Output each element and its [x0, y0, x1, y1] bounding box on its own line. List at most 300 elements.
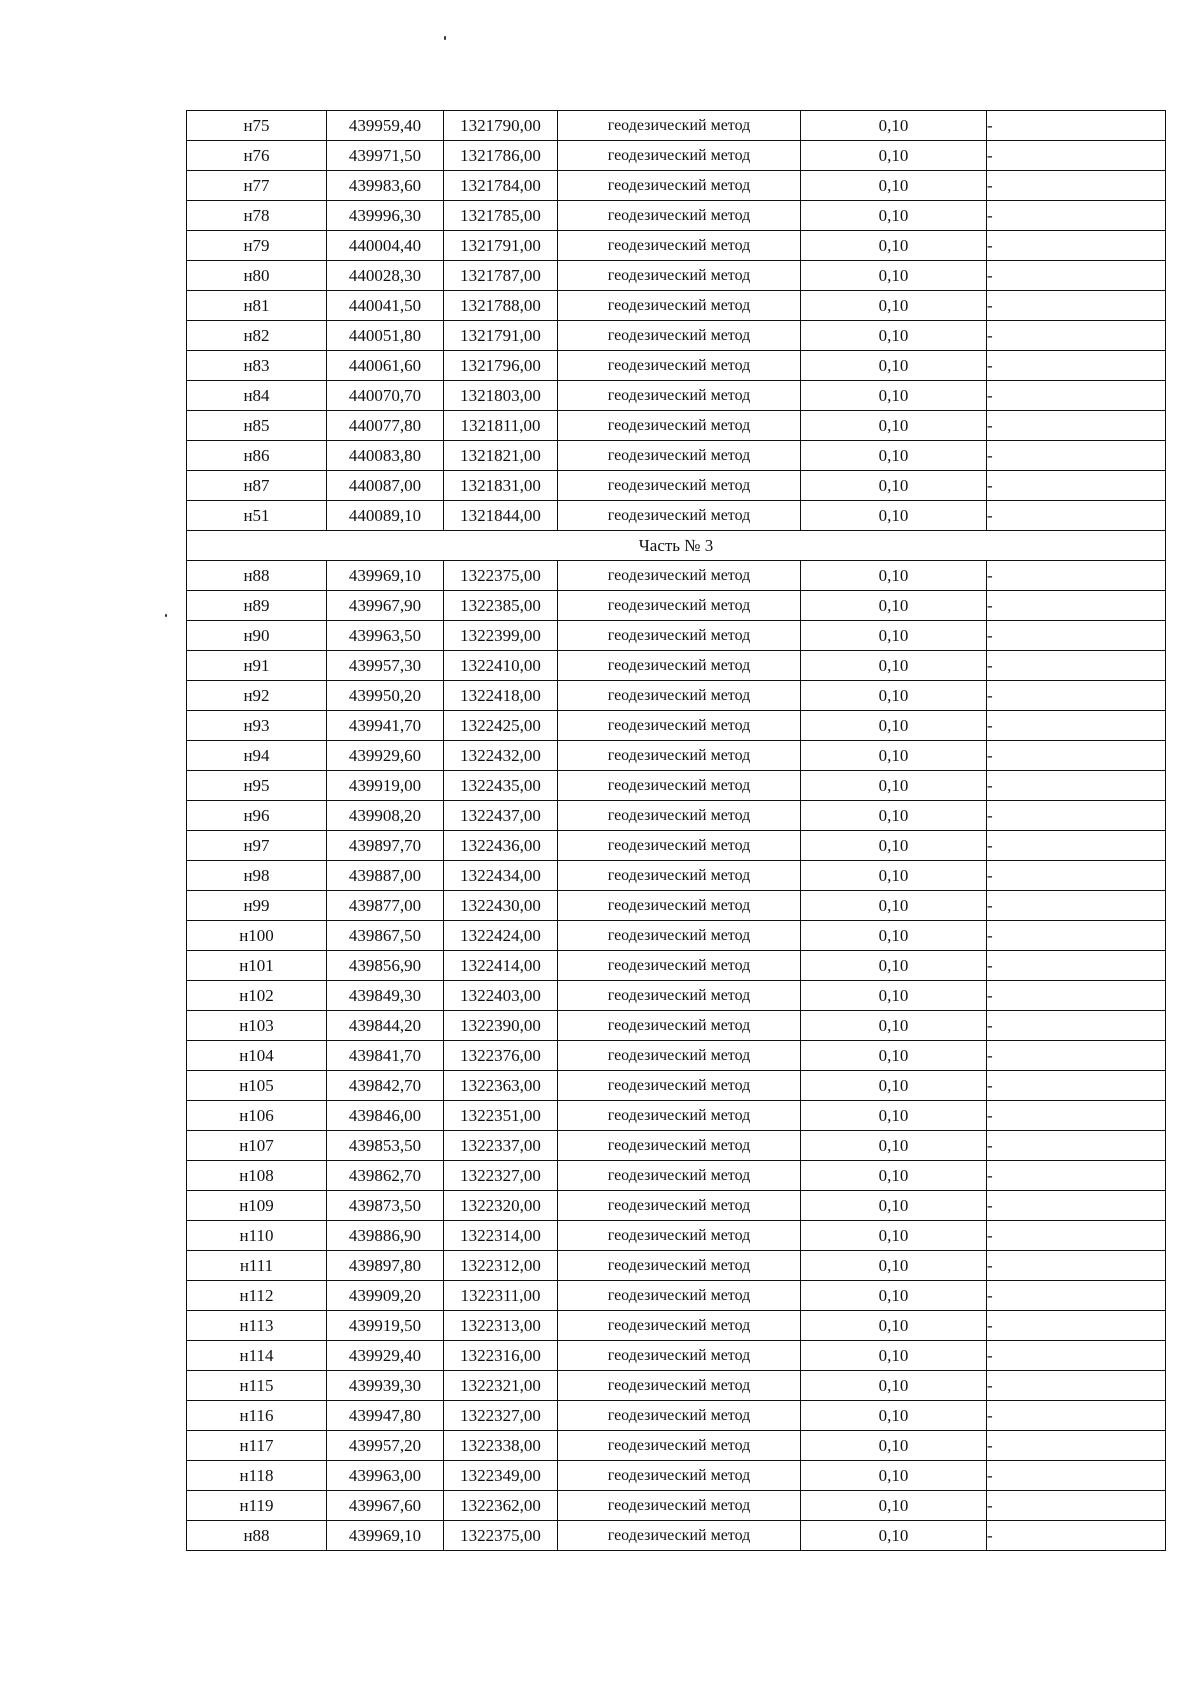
table-row [187, 741, 1166, 771]
note-cell: - [987, 1461, 1166, 1491]
note-cell: - [987, 1161, 1166, 1191]
accuracy-cell: 0,10 [801, 291, 987, 321]
accuracy-cell: 0,10 [801, 561, 987, 591]
y-coordinate-cell: 1321803,00 [444, 381, 558, 411]
note-cell: - [987, 321, 1166, 351]
table-row [187, 1311, 1166, 1341]
section-header-row [187, 531, 1166, 561]
coordinates-table-body [187, 111, 1166, 1551]
accuracy-cell: 0,10 [801, 411, 987, 441]
y-coordinate-cell: 1321844,00 [444, 501, 558, 531]
accuracy-cell: 0,10 [801, 831, 987, 861]
point-number-cell: н93 [187, 711, 327, 741]
y-coordinate-cell: 1321788,00 [444, 291, 558, 321]
point-number-cell: н99 [187, 891, 327, 921]
method-cell: геодезический метод [558, 1461, 801, 1491]
x-coordinate-cell: 439842,70 [327, 1071, 444, 1101]
accuracy-cell: 0,10 [801, 261, 987, 291]
point-number-cell: н106 [187, 1101, 327, 1131]
accuracy-cell: 0,10 [801, 1341, 987, 1371]
coordinates-table [186, 110, 1166, 1551]
y-coordinate-cell: 1322430,00 [444, 891, 558, 921]
point-number-cell: н103 [187, 1011, 327, 1041]
method-cell: геодезический метод [558, 351, 801, 381]
table-row [187, 261, 1166, 291]
method-cell: геодезический метод [558, 771, 801, 801]
accuracy-cell: 0,10 [801, 951, 987, 981]
accuracy-cell: 0,10 [801, 471, 987, 501]
x-coordinate-cell: 440061,60 [327, 351, 444, 381]
method-cell: геодезический метод [558, 1041, 801, 1071]
accuracy-cell: 0,10 [801, 441, 987, 471]
y-coordinate-cell: 1322436,00 [444, 831, 558, 861]
point-number-cell: н109 [187, 1191, 327, 1221]
y-coordinate-cell: 1322437,00 [444, 801, 558, 831]
method-cell: геодезический метод [558, 741, 801, 771]
method-cell: геодезический метод [558, 1371, 801, 1401]
table-row [187, 1071, 1166, 1101]
table-row [187, 1131, 1166, 1161]
accuracy-cell: 0,10 [801, 801, 987, 831]
accuracy-cell: 0,10 [801, 231, 987, 261]
note-cell: - [987, 1251, 1166, 1281]
note-cell: - [987, 741, 1166, 771]
method-cell: геодезический метод [558, 1521, 801, 1551]
x-coordinate-cell: 439939,30 [327, 1371, 444, 1401]
table-row [187, 141, 1166, 171]
method-cell: геодезический метод [558, 291, 801, 321]
table-row [187, 1011, 1166, 1041]
y-coordinate-cell: 1321821,00 [444, 441, 558, 471]
accuracy-cell: 0,10 [801, 981, 987, 1011]
method-cell: геодезический метод [558, 441, 801, 471]
note-cell: - [987, 471, 1166, 501]
method-cell: геодезический метод [558, 1101, 801, 1131]
accuracy-cell: 0,10 [801, 351, 987, 381]
accuracy-cell: 0,10 [801, 1011, 987, 1041]
method-cell: геодезический метод [558, 891, 801, 921]
y-coordinate-cell: 1322338,00 [444, 1431, 558, 1461]
accuracy-cell: 0,10 [801, 1371, 987, 1401]
method-cell: геодезический метод [558, 1341, 801, 1371]
x-coordinate-cell: 439957,30 [327, 651, 444, 681]
point-number-cell: н104 [187, 1041, 327, 1071]
point-number-cell: н118 [187, 1461, 327, 1491]
x-coordinate-cell: 439897,70 [327, 831, 444, 861]
table-row [187, 171, 1166, 201]
table-row [187, 591, 1166, 621]
table-row [187, 1251, 1166, 1281]
note-cell: - [987, 681, 1166, 711]
table-row [187, 711, 1166, 741]
y-coordinate-cell: 1321796,00 [444, 351, 558, 381]
y-coordinate-cell: 1322314,00 [444, 1221, 558, 1251]
point-number-cell: н82 [187, 321, 327, 351]
y-coordinate-cell: 1322337,00 [444, 1131, 558, 1161]
point-number-cell: н89 [187, 591, 327, 621]
note-cell: - [987, 801, 1166, 831]
note-cell: - [987, 771, 1166, 801]
point-number-cell: н114 [187, 1341, 327, 1371]
scan-speck [165, 614, 167, 617]
y-coordinate-cell: 1322434,00 [444, 861, 558, 891]
y-coordinate-cell: 1322327,00 [444, 1161, 558, 1191]
point-number-cell: н108 [187, 1161, 327, 1191]
y-coordinate-cell: 1322375,00 [444, 1521, 558, 1551]
accuracy-cell: 0,10 [801, 1401, 987, 1431]
table-row [187, 831, 1166, 861]
method-cell: геодезический метод [558, 1491, 801, 1521]
note-cell: - [987, 651, 1166, 681]
note-cell: - [987, 261, 1166, 291]
method-cell: геодезический метод [558, 861, 801, 891]
note-cell: - [987, 1221, 1166, 1251]
note-cell: - [987, 1041, 1166, 1071]
x-coordinate-cell: 439957,20 [327, 1431, 444, 1461]
y-coordinate-cell: 1322349,00 [444, 1461, 558, 1491]
note-cell: - [987, 1341, 1166, 1371]
point-number-cell: н78 [187, 201, 327, 231]
note-cell: - [987, 921, 1166, 951]
note-cell: - [987, 411, 1166, 441]
point-number-cell: н116 [187, 1401, 327, 1431]
table-row [187, 561, 1166, 591]
y-coordinate-cell: 1322351,00 [444, 1101, 558, 1131]
x-coordinate-cell: 439877,00 [327, 891, 444, 921]
table-row [187, 921, 1166, 951]
note-cell: - [987, 981, 1166, 1011]
table-row [187, 1431, 1166, 1461]
x-coordinate-cell: 440087,00 [327, 471, 444, 501]
y-coordinate-cell: 1321786,00 [444, 141, 558, 171]
table-row [187, 681, 1166, 711]
accuracy-cell: 0,10 [801, 321, 987, 351]
accuracy-cell: 0,10 [801, 741, 987, 771]
accuracy-cell: 0,10 [801, 711, 987, 741]
x-coordinate-cell: 439941,70 [327, 711, 444, 741]
accuracy-cell: 0,10 [801, 1131, 987, 1161]
x-coordinate-cell: 439897,80 [327, 1251, 444, 1281]
point-number-cell: н80 [187, 261, 327, 291]
y-coordinate-cell: 1322313,00 [444, 1311, 558, 1341]
point-number-cell: н85 [187, 411, 327, 441]
note-cell: - [987, 441, 1166, 471]
method-cell: геодезический метод [558, 621, 801, 651]
x-coordinate-cell: 440051,80 [327, 321, 444, 351]
note-cell: - [987, 291, 1166, 321]
table-row [187, 1101, 1166, 1131]
accuracy-cell: 0,10 [801, 501, 987, 531]
table-row [187, 891, 1166, 921]
accuracy-cell: 0,10 [801, 771, 987, 801]
accuracy-cell: 0,10 [801, 1281, 987, 1311]
point-number-cell: н98 [187, 861, 327, 891]
y-coordinate-cell: 1322320,00 [444, 1191, 558, 1221]
x-coordinate-cell: 439950,20 [327, 681, 444, 711]
note-cell: - [987, 1491, 1166, 1521]
note-cell: - [987, 591, 1166, 621]
method-cell: геодезический метод [558, 171, 801, 201]
point-number-cell: н102 [187, 981, 327, 1011]
table-row [187, 621, 1166, 651]
y-coordinate-cell: 1322312,00 [444, 1251, 558, 1281]
note-cell: - [987, 1521, 1166, 1551]
y-coordinate-cell: 1322432,00 [444, 741, 558, 771]
y-coordinate-cell: 1322390,00 [444, 1011, 558, 1041]
table-row [187, 861, 1166, 891]
x-coordinate-cell: 440083,80 [327, 441, 444, 471]
point-number-cell: н100 [187, 921, 327, 951]
accuracy-cell: 0,10 [801, 1251, 987, 1281]
point-number-cell: н94 [187, 741, 327, 771]
point-number-cell: н117 [187, 1431, 327, 1461]
x-coordinate-cell: 439967,60 [327, 1491, 444, 1521]
y-coordinate-cell: 1321811,00 [444, 411, 558, 441]
method-cell: геодезический метод [558, 801, 801, 831]
accuracy-cell: 0,10 [801, 111, 987, 141]
scan-speck [444, 36, 446, 40]
point-number-cell: н77 [187, 171, 327, 201]
note-cell: - [987, 1101, 1166, 1131]
method-cell: геодезический метод [558, 1161, 801, 1191]
accuracy-cell: 0,10 [801, 591, 987, 621]
point-number-cell: н97 [187, 831, 327, 861]
method-cell: геодезический метод [558, 981, 801, 1011]
y-coordinate-cell: 1322414,00 [444, 951, 558, 981]
method-cell: геодезический метод [558, 1251, 801, 1281]
point-number-cell: н112 [187, 1281, 327, 1311]
x-coordinate-cell: 440041,50 [327, 291, 444, 321]
accuracy-cell: 0,10 [801, 921, 987, 951]
method-cell: геодезический метод [558, 681, 801, 711]
accuracy-cell: 0,10 [801, 621, 987, 651]
note-cell: - [987, 621, 1166, 651]
table-row [187, 501, 1166, 531]
method-cell: геодезический метод [558, 501, 801, 531]
x-coordinate-cell: 439971,50 [327, 141, 444, 171]
table-row [187, 1161, 1166, 1191]
point-number-cell: н113 [187, 1311, 327, 1341]
accuracy-cell: 0,10 [801, 1101, 987, 1131]
accuracy-cell: 0,10 [801, 651, 987, 681]
method-cell: геодезический метод [558, 411, 801, 441]
point-number-cell: н84 [187, 381, 327, 411]
accuracy-cell: 0,10 [801, 1311, 987, 1341]
x-coordinate-cell: 439844,20 [327, 1011, 444, 1041]
accuracy-cell: 0,10 [801, 1461, 987, 1491]
method-cell: геодезический метод [558, 561, 801, 591]
note-cell: - [987, 1281, 1166, 1311]
note-cell: - [987, 111, 1166, 141]
y-coordinate-cell: 1321791,00 [444, 321, 558, 351]
accuracy-cell: 0,10 [801, 141, 987, 171]
point-number-cell: н92 [187, 681, 327, 711]
method-cell: геодезический метод [558, 201, 801, 231]
accuracy-cell: 0,10 [801, 201, 987, 231]
y-coordinate-cell: 1322418,00 [444, 681, 558, 711]
y-coordinate-cell: 1322435,00 [444, 771, 558, 801]
x-coordinate-cell: 439849,30 [327, 981, 444, 1011]
x-coordinate-cell: 439867,50 [327, 921, 444, 951]
point-number-cell: н110 [187, 1221, 327, 1251]
point-number-cell: н95 [187, 771, 327, 801]
method-cell: геодезический метод [558, 471, 801, 501]
method-cell: геодезический метод [558, 1131, 801, 1161]
note-cell: - [987, 1191, 1166, 1221]
accuracy-cell: 0,10 [801, 1431, 987, 1461]
note-cell: - [987, 1431, 1166, 1461]
table-row [187, 1341, 1166, 1371]
accuracy-cell: 0,10 [801, 1071, 987, 1101]
x-coordinate-cell: 439887,00 [327, 861, 444, 891]
x-coordinate-cell: 439919,00 [327, 771, 444, 801]
point-number-cell: н91 [187, 651, 327, 681]
table-row [187, 411, 1166, 441]
x-coordinate-cell: 439996,30 [327, 201, 444, 231]
table-row [187, 201, 1166, 231]
table-row [187, 951, 1166, 981]
method-cell: геодезический метод [558, 1011, 801, 1041]
point-number-cell: н88 [187, 1521, 327, 1551]
table-row [187, 441, 1166, 471]
y-coordinate-cell: 1321785,00 [444, 201, 558, 231]
point-number-cell: н88 [187, 561, 327, 591]
method-cell: геодезический метод [558, 231, 801, 261]
note-cell: - [987, 1071, 1166, 1101]
table-row [187, 1521, 1166, 1551]
accuracy-cell: 0,10 [801, 1491, 987, 1521]
table-row [187, 1371, 1166, 1401]
accuracy-cell: 0,10 [801, 891, 987, 921]
y-coordinate-cell: 1322424,00 [444, 921, 558, 951]
note-cell: - [987, 1011, 1166, 1041]
method-cell: геодезический метод [558, 261, 801, 291]
x-coordinate-cell: 439969,10 [327, 561, 444, 591]
point-number-cell: н86 [187, 441, 327, 471]
x-coordinate-cell: 440004,40 [327, 231, 444, 261]
point-number-cell: н107 [187, 1131, 327, 1161]
point-number-cell: н101 [187, 951, 327, 981]
x-coordinate-cell: 439856,90 [327, 951, 444, 981]
y-coordinate-cell: 1322410,00 [444, 651, 558, 681]
method-cell: геодезический метод [558, 111, 801, 141]
note-cell: - [987, 141, 1166, 171]
y-coordinate-cell: 1322403,00 [444, 981, 558, 1011]
point-number-cell: н87 [187, 471, 327, 501]
point-number-cell: н105 [187, 1071, 327, 1101]
point-number-cell: н76 [187, 141, 327, 171]
point-number-cell: н81 [187, 291, 327, 321]
method-cell: геодезический метод [558, 1401, 801, 1431]
y-coordinate-cell: 1321831,00 [444, 471, 558, 501]
method-cell: геодезический метод [558, 711, 801, 741]
y-coordinate-cell: 1322385,00 [444, 591, 558, 621]
x-coordinate-cell: 439908,20 [327, 801, 444, 831]
y-coordinate-cell: 1322362,00 [444, 1491, 558, 1521]
y-coordinate-cell: 1321787,00 [444, 261, 558, 291]
x-coordinate-cell: 439846,00 [327, 1101, 444, 1131]
x-coordinate-cell: 439873,50 [327, 1191, 444, 1221]
method-cell: геодезический метод [558, 381, 801, 411]
y-coordinate-cell: 1322375,00 [444, 561, 558, 591]
table-row [187, 321, 1166, 351]
method-cell: геодезический метод [558, 1431, 801, 1461]
table-row [187, 1221, 1166, 1251]
y-coordinate-cell: 1322321,00 [444, 1371, 558, 1401]
note-cell: - [987, 951, 1166, 981]
table-row [187, 981, 1166, 1011]
point-number-cell: н96 [187, 801, 327, 831]
method-cell: геодезический метод [558, 1311, 801, 1341]
note-cell: - [987, 1311, 1166, 1341]
method-cell: геодезический метод [558, 921, 801, 951]
table-row [187, 1401, 1166, 1431]
x-coordinate-cell: 440070,70 [327, 381, 444, 411]
y-coordinate-cell: 1321784,00 [444, 171, 558, 201]
method-cell: геодезический метод [558, 951, 801, 981]
x-coordinate-cell: 439963,00 [327, 1461, 444, 1491]
y-coordinate-cell: 1321791,00 [444, 231, 558, 261]
x-coordinate-cell: 439886,90 [327, 1221, 444, 1251]
x-coordinate-cell: 439862,70 [327, 1161, 444, 1191]
accuracy-cell: 0,10 [801, 1191, 987, 1221]
accuracy-cell: 0,10 [801, 1521, 987, 1551]
method-cell: геодезический метод [558, 1191, 801, 1221]
x-coordinate-cell: 439853,50 [327, 1131, 444, 1161]
x-coordinate-cell: 439959,40 [327, 111, 444, 141]
x-coordinate-cell: 439963,50 [327, 621, 444, 651]
x-coordinate-cell: 439969,10 [327, 1521, 444, 1551]
accuracy-cell: 0,10 [801, 1221, 987, 1251]
x-coordinate-cell: 439841,70 [327, 1041, 444, 1071]
table-row [187, 801, 1166, 831]
y-coordinate-cell: 1322425,00 [444, 711, 558, 741]
table-row [187, 111, 1166, 141]
table-row [187, 651, 1166, 681]
note-cell: - [987, 381, 1166, 411]
x-coordinate-cell: 439947,80 [327, 1401, 444, 1431]
table-row [187, 1461, 1166, 1491]
note-cell: - [987, 231, 1166, 261]
table-row [187, 771, 1166, 801]
point-number-cell: н90 [187, 621, 327, 651]
accuracy-cell: 0,10 [801, 681, 987, 711]
note-cell: - [987, 171, 1166, 201]
section-title: Часть № 3 [187, 531, 1166, 561]
accuracy-cell: 0,10 [801, 1041, 987, 1071]
point-number-cell: н119 [187, 1491, 327, 1521]
method-cell: геодезический метод [558, 591, 801, 621]
table-row [187, 471, 1166, 501]
x-coordinate-cell: 440089,10 [327, 501, 444, 531]
table-row [187, 1491, 1166, 1521]
table-row [187, 231, 1166, 261]
x-coordinate-cell: 439967,90 [327, 591, 444, 621]
method-cell: геодезический метод [558, 1071, 801, 1101]
x-coordinate-cell: 439929,60 [327, 741, 444, 771]
x-coordinate-cell: 440077,80 [327, 411, 444, 441]
y-coordinate-cell: 1322363,00 [444, 1071, 558, 1101]
table-row [187, 1281, 1166, 1311]
method-cell: геодезический метод [558, 141, 801, 171]
note-cell: - [987, 1401, 1166, 1431]
method-cell: геодезический метод [558, 321, 801, 351]
note-cell: - [987, 201, 1166, 231]
accuracy-cell: 0,10 [801, 861, 987, 891]
note-cell: - [987, 891, 1166, 921]
note-cell: - [987, 831, 1166, 861]
point-number-cell: н75 [187, 111, 327, 141]
